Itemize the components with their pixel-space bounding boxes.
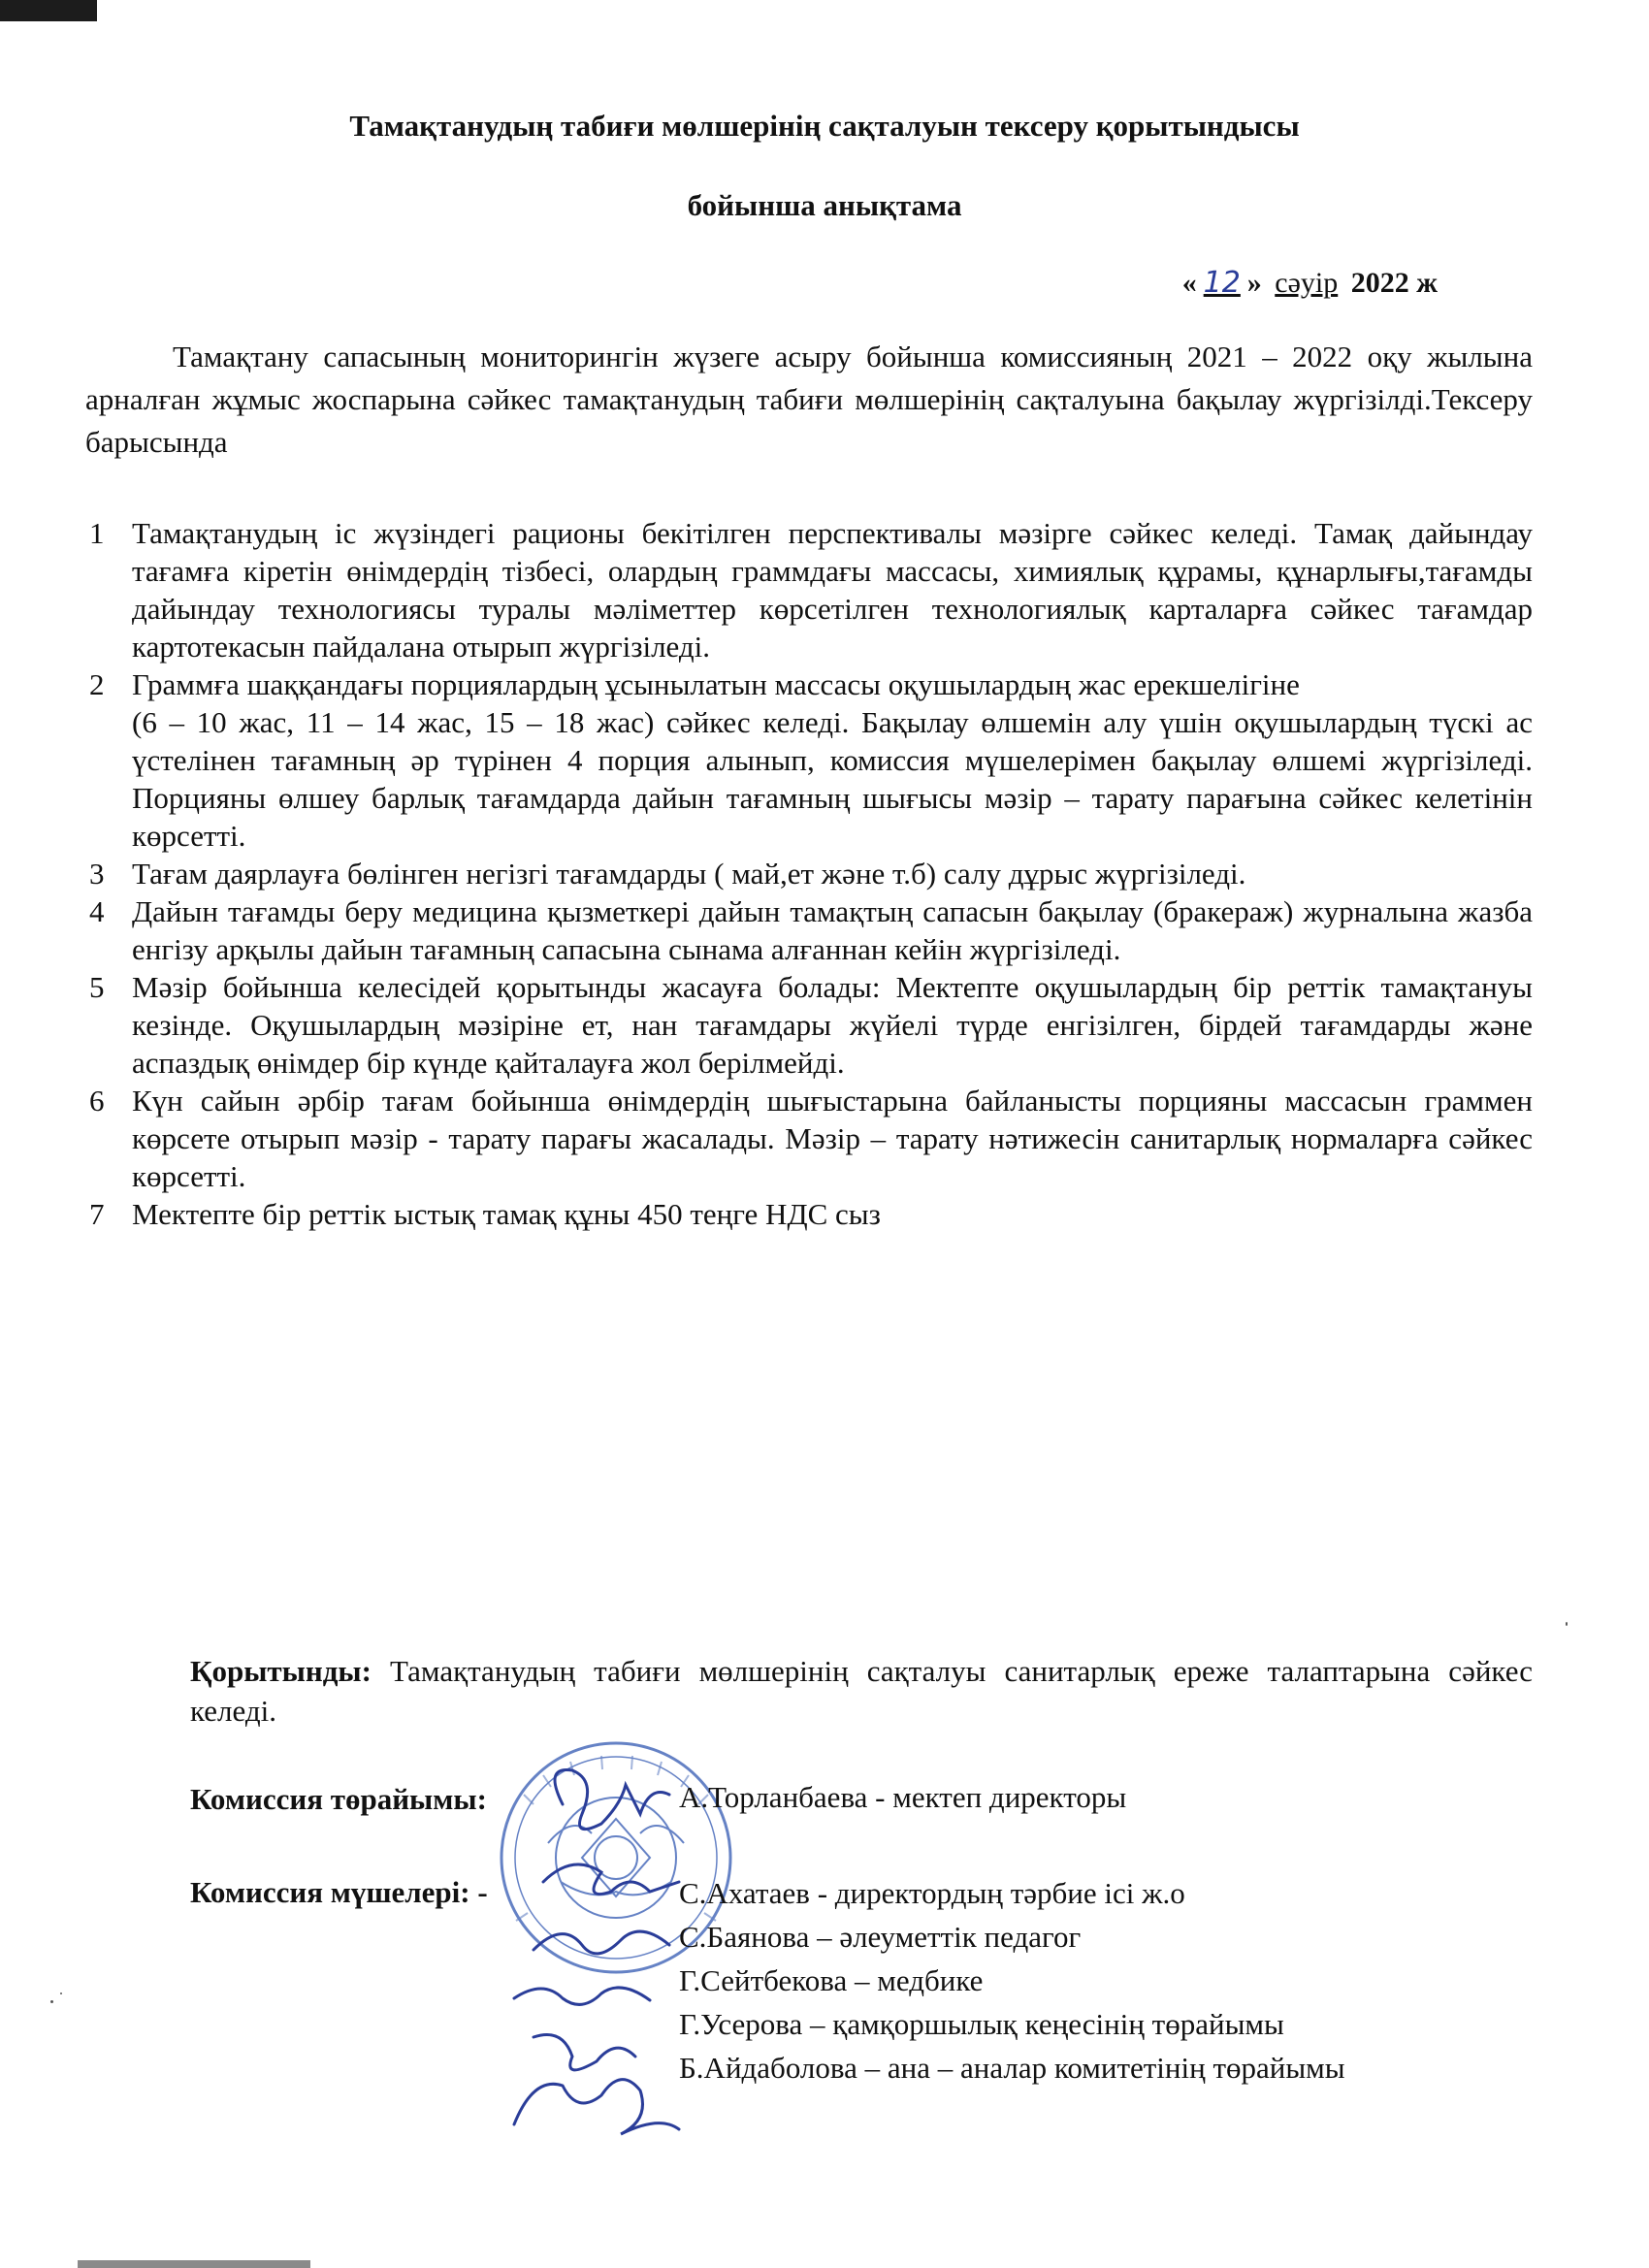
list-item-number: 4 [89,894,105,928]
intro-paragraph: Тамақтану сапасының мониторингін жүзеге асыру бойынша комиссияның 2021 – 2022 оқу жылына арналған жұмыс жоспарына сәйкес тамақтанудың табиғи мөлшерінің сақталуына бақылау жүргізілді.Тексеру барысында [85,340,1533,459]
list-item [89,855,1533,892]
list-item-text-continued: (6 – 10 жас, 11 – 14 жас, 15 – 18 жас) сәйкес келеді. Бақылау өлшемін алу үшін оқушылардың түскі ас үстелінен тағамның әр түрінен 4 порция алынып, комиссия мүшелерімен бақылау өлшемі жүргізіледі. Порцияны өлшеу барлық тағамдарда дайын тағамның шығысы мәзір – тарату парағына сәйкес келетінін көрсетті. [132,705,1533,853]
member-entry: Г.Сейтбекова – медбике [679,1963,984,1997]
commission-chair-label: Комиссия төрайымы: [190,1782,487,1816]
list-item-text: Граммға шаққандағы порциялардың ұсынылатын массасы оқушылардың жас ерекшелігіне [132,667,1300,701]
scan-edge-mark [0,0,97,21]
date-year: 2022 ж [1350,267,1438,299]
scan-speck [50,2000,53,2003]
list-item-number: 1 [89,516,105,550]
list-item [89,665,1533,855]
scan-speck [60,1993,62,1994]
document-title: Тамақтанудың табиғи мөлшерінің сақталуын тексеру қорытындысы [349,109,1300,143]
member-entry: Г.Усерова – қамқоршылық кеңесінің төрайымы [679,2007,1284,2041]
list-item-text: Мектепте бір реттік ыстық тамақ құны 450 теңге НДС сыз [132,1197,881,1231]
list-item [89,514,1533,665]
conclusion [190,1651,1533,1731]
list-item-number: 3 [89,857,105,891]
list-item [89,1195,1533,1233]
list-item-number: 5 [89,970,105,1004]
list-item-number: 2 [89,667,105,701]
list-item [89,968,1533,1082]
document-date [1182,264,1438,303]
commission-chair-name: А.Торланбаева - мектеп директоры [679,1780,1127,1814]
list-item-text: Тамақтанудың іс жүзіндегі рационы бекітілген перспективалы мәзірге сәйкес келеді. Тамақ дайындау тағамға кіретін өнімдердің тізбесі, олардың граммдағы массасы, химиялық құрамы, құнарлығы,тағамды дайындау технологиясы туралы мәліметтер көрсетілген технологиялық карталарға сәйкес тағамдар картотекасын пайдалана отырып жүргізіледі. [132,516,1533,664]
member-entry: С.Ахатаев - директордың тәрбие ісі ж.о [679,1876,1185,1910]
list-item [89,892,1533,968]
list-item-number: 6 [89,1084,105,1118]
conclusion-text: Тамақтанудың табиғи мөлшерінің сақталуы санитарлық ереже талаптарына сәйкес келеді. [190,1654,1533,1728]
list-item [89,1082,1533,1195]
conclusion-label: Қорытынды: [190,1654,372,1688]
list-item-text: Мәзір бойынша келесідей қорытынды жасауға болады: Мектепте оқушылардың бір реттік тамақтануы кезінде. Оқушылардың мәзіріне ет, нан тағамдары жүйелі түрде енгізілген, бірдей тағамдарды және аспаздық өнімдер бір күнде қайталауға жол берілмейді. [132,970,1533,1080]
document-subtitle: бойынша анықтама [687,188,962,222]
list-item-text: Тағам даярлауға бөлінген негізгі тағамдарды ( май,ет және т.б) салу дұрыс жүргізіледі. [132,857,1246,891]
date-day: 12 [1203,266,1241,300]
list-item-text: Күн сайын әрбір тағам бойынша өнімдердің шығыстарына байланысты порцияны массасын граммен көрсете отырып мәзір - тарату парағы жасалады. Мәзір – тарату нәтижесін санитарлық нормаларға сәйкес көрсетті. [132,1084,1533,1193]
commission-members-list [679,1871,1345,2090]
list-item-number: 7 [89,1197,105,1231]
member-entry: С.Баянова – әлеуметтік педагог [679,1920,1082,1954]
findings-list [89,514,1533,1233]
date-month: сәуір [1275,267,1339,299]
commission-members-label: Комиссия мүшелері: - [190,1875,488,1909]
date-close-quote: » [1246,267,1262,299]
scan-bottom-mark [78,2260,310,2268]
scan-speck [1566,1622,1568,1626]
date-open-quote: « [1181,267,1197,299]
member-entry: Б.Айдаболова – ана – аналар комитетінің төрайымы [679,2051,1345,2085]
list-item-text: Дайын тағамды беру медицина қызметкері дайын тамақтың сапасын бақылау (бракераж) журналына жазба енгізу арқылы дайын тағамның сапасына сынама алғаннан кейін жүргізіледі. [132,894,1533,966]
